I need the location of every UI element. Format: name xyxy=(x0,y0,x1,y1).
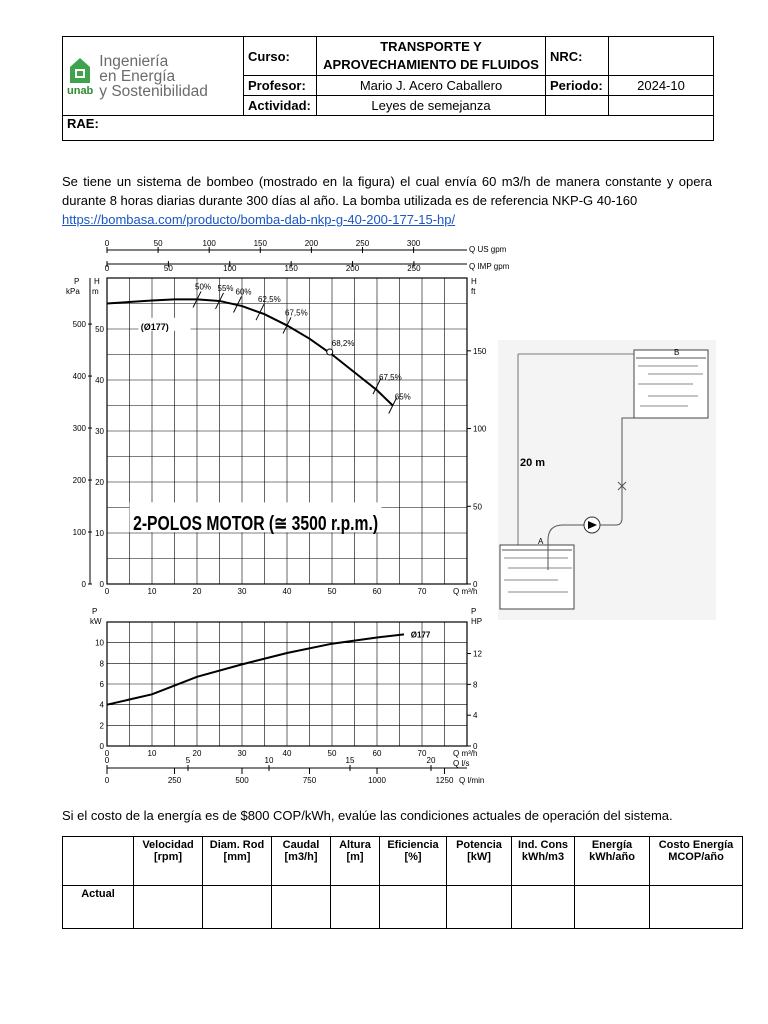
kpa-tick-label: 200 xyxy=(72,476,86,486)
kpa-tick-label: 100 xyxy=(72,528,86,538)
pump-curve-figure xyxy=(62,238,510,798)
table-header-2: Diam. Rod [mm] xyxy=(203,837,272,886)
ls-tick-label: 0 xyxy=(104,756,110,765)
usgpm-axis-label: Q US gpm xyxy=(469,245,507,254)
m-tick-label: 30 xyxy=(95,427,104,436)
efficiency-label: 62,5% xyxy=(258,295,281,305)
left-p-unit: kPa xyxy=(66,287,80,296)
head-curve-d177 xyxy=(107,299,393,405)
x-tick-label: 10 xyxy=(147,587,157,596)
power-left-unit: kW xyxy=(90,617,102,626)
ls-tick-label: 5 xyxy=(185,756,191,765)
ft-tick-label: 0 xyxy=(473,580,478,589)
periodo-label: Periodo: xyxy=(546,76,609,96)
table-cell-2[interactable] xyxy=(203,886,272,929)
hp-tick-label: 12 xyxy=(473,649,482,659)
x-tick-label: 60 xyxy=(372,587,382,596)
actividad-label: Actividad: xyxy=(244,96,317,116)
table-header-4: Altura [m] xyxy=(331,837,380,886)
kw-tick-label: 10 xyxy=(95,638,104,648)
x-tick-label: 40 xyxy=(282,587,292,596)
impgpm-tick-label: 150 xyxy=(284,264,298,273)
table-header-9: Costo Energía MCOP/año xyxy=(650,837,743,886)
x-tick-label: 20 xyxy=(192,587,202,596)
usgpm-tick-label: 150 xyxy=(253,239,267,248)
intro-text: Se tiene un sistema de bombeo (mostrado en la figura) el cual envía 60 m3/h de manera constante y opera durante 8 horas diarias durante 300 días al año. La bomba utilizada es de referencia NKP-G 40-160 xyxy=(62,174,712,208)
tank-a xyxy=(500,545,574,609)
building-leaf-icon xyxy=(67,55,93,85)
usgpm-tick-label: 100 xyxy=(202,239,216,248)
question-text: Si el costo de la energía es de $800 COP/kWh, evalúe las condiciones actuales de operación del sistema. xyxy=(62,808,673,823)
pump-link[interactable]: https://bombasa.com/producto/bomba-dab-nkp-g-40-200-177-15-hp/ xyxy=(62,212,456,227)
bep-marker xyxy=(327,349,333,355)
profesor-label: Profesor: xyxy=(244,76,317,96)
logo-mark xyxy=(67,55,93,97)
efficiency-label: 67,5% xyxy=(379,373,402,383)
table-cell-4[interactable] xyxy=(331,886,380,929)
table-cell-7[interactable] xyxy=(512,886,575,929)
m-tick-label: 0 xyxy=(99,580,104,589)
table-cell-1[interactable] xyxy=(134,886,203,929)
table-header-3: Caudal [m3/h] xyxy=(272,837,331,886)
nrc-value xyxy=(609,37,714,76)
motor-banner: 2-POLOS MOTOR (≅ 3500 r.p.m.) xyxy=(133,512,379,535)
intro-paragraph xyxy=(62,172,712,229)
height-label: 20 m xyxy=(520,457,546,469)
m-tick-label: 40 xyxy=(95,376,104,385)
table-cell-5[interactable] xyxy=(380,886,447,929)
kpa-tick-label: 400 xyxy=(72,372,86,382)
nrc-label: NRC: xyxy=(546,37,609,76)
logo-unab: unab xyxy=(67,85,94,97)
left-p-label: P xyxy=(74,277,80,286)
results-header-row xyxy=(63,837,743,886)
x-axis-label: Q m³/h xyxy=(453,587,478,596)
power-x-tick-label: 20 xyxy=(192,749,202,758)
hp-tick-label: 4 xyxy=(473,711,478,721)
table-header-0 xyxy=(63,837,134,886)
results-row-actual xyxy=(63,886,743,929)
lmin-tick-label: 0 xyxy=(104,776,110,785)
table-header-7: Ind. Cons kWh/m3 xyxy=(512,837,575,886)
impgpm-tick-label: 0 xyxy=(104,264,110,273)
ft-tick-label: 150 xyxy=(473,346,487,356)
left-h-label: H xyxy=(94,277,100,286)
kpa-tick-label: 0 xyxy=(81,580,86,589)
profesor-value: Mario J. Acero Caballero xyxy=(317,76,546,96)
logo-line-3: y Sostenibilidad xyxy=(99,82,208,100)
lmin-tick-label: 250 xyxy=(167,776,182,785)
ft-tick-label: 50 xyxy=(473,502,482,512)
lmin-axis-label: Q l/min xyxy=(459,776,485,785)
kw-tick-label: 4 xyxy=(99,700,104,710)
lmin-tick-label: 1000 xyxy=(368,776,386,785)
efficiency-label: 50% xyxy=(195,282,212,292)
m-tick-label: 20 xyxy=(95,478,104,487)
impgpm-axis-label: Q IMP gpm xyxy=(469,262,510,271)
lmin-tick-label: 1250 xyxy=(435,776,454,785)
power-curve-d177 xyxy=(107,634,404,704)
usgpm-tick-label: 0 xyxy=(104,239,110,248)
x-tick-label: 50 xyxy=(327,587,337,596)
impgpm-tick-label: 50 xyxy=(163,264,173,273)
kpa-tick-label: 300 xyxy=(72,424,86,434)
hp-tick-label: 0 xyxy=(473,742,478,751)
pumping-system-diagram xyxy=(498,340,716,620)
efficiency-label: 60% xyxy=(235,287,252,297)
lmin-tick-label: 750 xyxy=(302,776,317,785)
table-header-6: Potencia [kW] xyxy=(447,837,512,886)
power-x-tick-label: 0 xyxy=(104,749,110,758)
efficiency-label: 65% xyxy=(394,392,411,402)
hp-tick-label: 8 xyxy=(473,680,478,690)
efficiency-label: 55% xyxy=(217,283,234,293)
table-header-5: Eficiencia [%] xyxy=(380,837,447,886)
tank-b-label: B xyxy=(674,348,680,357)
ls-axis-label: Q l/s xyxy=(453,759,470,768)
kw-tick-label: 6 xyxy=(99,680,104,689)
power-x-tick-label: 60 xyxy=(372,749,382,758)
left-h-unit: m xyxy=(92,287,99,296)
curso-value: TRANSPORTE Y APROVECHAMIENTO DE FLUIDOS xyxy=(317,37,546,76)
right-h-unit: ft xyxy=(471,287,476,296)
power-x-tick-label: 50 xyxy=(327,749,337,758)
results-table xyxy=(62,836,743,929)
table-cell-3[interactable] xyxy=(272,886,331,929)
table-cell-6[interactable] xyxy=(447,886,512,929)
ls-tick-label: 15 xyxy=(345,756,355,765)
right-h-label: H xyxy=(471,277,477,286)
actividad-value: Leyes de semejanza xyxy=(317,96,546,116)
periodo-value: 2024-10 xyxy=(609,76,714,96)
usgpm-tick-label: 50 xyxy=(153,239,163,248)
lmin-tick-label: 500 xyxy=(235,776,249,785)
usgpm-tick-label: 300 xyxy=(406,239,421,248)
ft-tick-label: 100 xyxy=(473,424,487,434)
kw-tick-label: 2 xyxy=(99,721,104,731)
power-right-label: P xyxy=(471,607,477,616)
usgpm-tick-label: 200 xyxy=(304,239,319,248)
power-x-tick-label: 40 xyxy=(282,749,292,758)
power-right-unit: HP xyxy=(471,617,483,626)
impgpm-tick-label: 200 xyxy=(345,264,360,273)
kw-tick-label: 8 xyxy=(99,659,104,669)
kw-tick-label: 0 xyxy=(99,742,104,751)
m-tick-label: 50 xyxy=(95,325,104,334)
power-x-tick-label: 10 xyxy=(147,749,157,758)
row-label-actual: Actual xyxy=(63,886,134,929)
impgpm-tick-label: 100 xyxy=(223,264,237,273)
ls-tick-label: 10 xyxy=(264,756,274,765)
logo-line-2: en Energía xyxy=(99,67,176,85)
power-x-tick-label: 70 xyxy=(417,749,427,758)
header-table xyxy=(62,36,714,141)
efficiency-label: 68,2% xyxy=(331,338,355,348)
impeller-label: (Ø177) xyxy=(140,322,169,333)
ls-tick-label: 20 xyxy=(426,756,436,765)
x-tick-label: 70 xyxy=(417,587,427,596)
kpa-tick-label: 500 xyxy=(72,320,86,330)
power-left-label: P xyxy=(92,607,98,616)
curso-label: Curso: xyxy=(244,37,317,76)
power-x-tick-label: 30 xyxy=(237,749,247,758)
table-header-1: Velocidad [rpm] xyxy=(134,837,203,886)
x-tick-label: 30 xyxy=(237,587,247,596)
rae-label: RAE: xyxy=(63,116,714,141)
table-cell-8[interactable] xyxy=(575,886,650,929)
logo-line-1: Ingeniería xyxy=(99,52,169,70)
impgpm-tick-label: 250 xyxy=(407,264,421,273)
efficiency-label: 67,5% xyxy=(285,308,308,318)
logo-cell xyxy=(63,37,244,116)
table-header-8: Energía kWh/año xyxy=(575,837,650,886)
power-curve-label: Ø177 xyxy=(410,630,431,640)
logo-text xyxy=(99,54,208,99)
m-tick-label: 10 xyxy=(95,529,104,538)
power-x-axis-label: Q m³/h xyxy=(453,749,478,758)
table-cell-9[interactable] xyxy=(650,886,743,929)
x-tick-label: 0 xyxy=(104,587,110,596)
usgpm-tick-label: 250 xyxy=(355,239,370,248)
tank-a-label: A xyxy=(538,537,544,546)
